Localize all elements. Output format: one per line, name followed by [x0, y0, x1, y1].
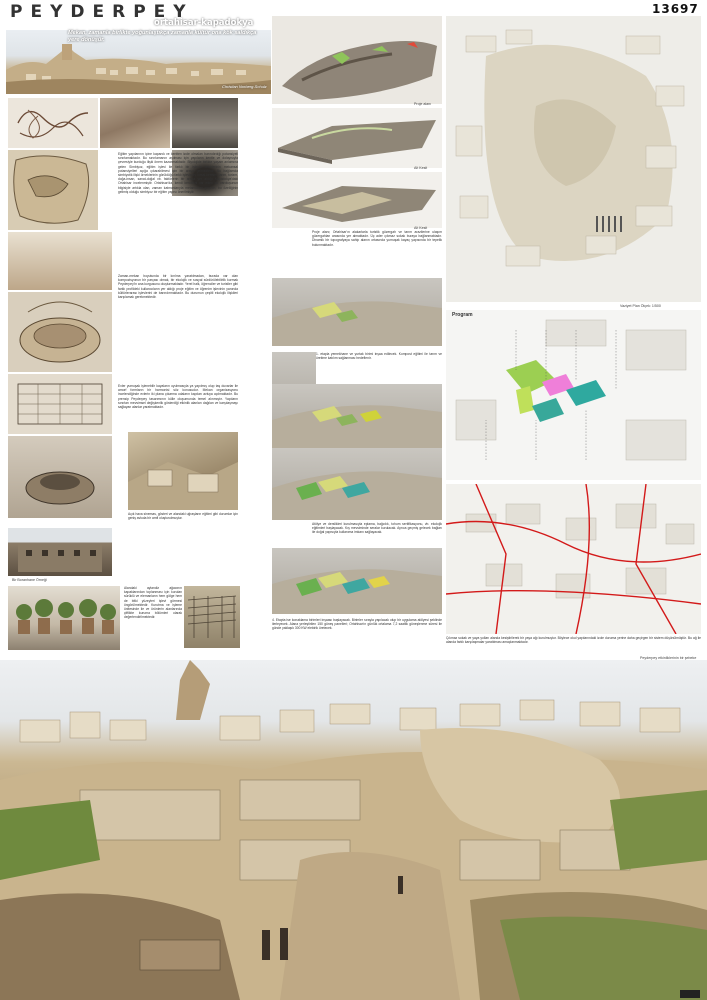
header-banner [6, 2, 271, 94]
sketch-landscape [8, 232, 112, 290]
sketch-knot [8, 98, 98, 148]
circulation-diagram [446, 484, 701, 634]
bottom-logo [680, 990, 700, 998]
model-section-2 [272, 172, 442, 228]
circulation-text: Çıkmaz sokak ve yaya yolları alanda kesiştirilerek bir yaya ağı kurulmuştur. Böylece okul yapılarındaki izole duruma yerine daha geçirgen bir sistem düşünülmüştür. Bu ağ ile alanda farklı karşılaşmalar yaratılması amaçlanmaktadır. [446, 636, 701, 645]
photo-plants [8, 586, 120, 650]
quote-author: Christian Norberg-Schulz [222, 84, 267, 89]
lower-text: Evler yumuşak işlenebilir kayaların oyulmasıyla ya yapılmış olup taş duvarlar ile amorf formların bir harmonisi söz konusudur. Mekan organizasyonu incelendiğinde evlerin iki plana çıkarma odaların kapıları avluya açılmaktadır. Bu prensip Peyderpey tasarımının külle oluşumunda temel alınmıştır. Yapıların sınırları mevsimsel değişkenlik gösterdiği etkinlik alanları dağılan ve karşılaşmayı sağlayan alanlar yaratmaktadır. [118, 384, 238, 410]
caption-drying: Alandaki aylandiz ağacının kapaklarından toplanması için kurulan sürüklü ve elemanların hem gölge hem de bitki yüzeyleri işlevi görmesi öngörülmektedir. Kurutma ve işleme ünitesinde ile ve ürünlerin alanlarında çiftlikte kuruma bölümleri olarak değerlendirilmektedir. [124, 586, 182, 620]
intro-text: Eğitim yapılarının içine kapanık ve kentten izole olmaları barındırdığı potansiyeli sınırlamaktadır. Bu sınırlamanın aşılması için yapıların kentle ve dolayısıyla çevresiyle kurduğu ilişki önem kazanmaktadır. Biyolojide birlikte yaşam anlamına gelen Simbiyoz, eğitim işlevi ile farklı bir işlevin birbirlerinin mekansal potansiyelleri açığa çıkarabilmesi için bir araya gelmektedir. Bu bağlamda simbiyotik ilişki örneklerinin görüldüğü farklı işlevlerin, kırsal-kentsel, tarım, turizm, doğa-insan, sanat-doğal vb. faktörlerin bir arada yer aldığı Kapadokya'daki Ortahisar incelenmiştir. Ortahisar'da, kendi kendisini var eden bu varoluşunun bilgisiyle artıkla olan, zaman katmanlarıyla metamorfoz geçiren, bu özelliğinin gelimiş olduğu simbiyoz bir eğitim yapısı önerilmiştir. [118, 152, 238, 194]
render-caption: Peyderpey etkinliklerinin bir şebeke [640, 656, 697, 660]
sketch-vessel [8, 292, 112, 372]
stage-2-render-main [272, 384, 442, 448]
tagline: Mekan, zamanla birlikte yoğunlaştıkça zamanla kültür ona kök saldıkça yere dönüşür. [68, 30, 257, 43]
sketch-pottery [8, 436, 112, 518]
middle-text: Zaman-mekan boyutunda bir kırılma yaratılmadan, burada var olan kompozisyonun bir parçası olmak, bir ekolojik ve sosyal sürdürülebilirlik kurmak Peyderpey'in ana kurgusunu oluşturmaktadır. Yerel halk, öğrenciler ve turistler gibi farklı profildeki kullanıcıların yer aldığı proje eğitim ve öğrenim işlevinin yanında kültürlerarası işlevlerini de barındırmaktadır. Bu durumun çeşitli ekolojik ilişkileri karşılamak gerekmektedir. [118, 274, 238, 300]
caption-boranhane: Bir Boranhane Örneği [12, 578, 47, 582]
photo-interior [172, 98, 238, 148]
caption-project-area: Proje alanı [414, 102, 432, 106]
stage-1-render [272, 278, 442, 346]
stage-1-text: 1. etapla yemekhane ve yurtak birimi inşaa edilecek. Kompost eğitimi ile tarım ve üretime katılım sağlanması hedeflenir. [316, 352, 442, 361]
stage-4-render [272, 548, 442, 614]
model-aerial [272, 16, 442, 104]
caption-section-2: Alt Kesit [414, 226, 428, 230]
stage-4-text: 4. Etapta ise konaklama birimleri inşaası başlayacak. Birimler sırayla yapılacak olup bir uygulama atölyesi şeklinde ilerleyecek. Alana yerleştirilen 150 güneş panelleri; Ortahisar'ın günlük ortalama 7,2 saatlik güneşlenme süresi ile günde yaklaşık 300 KW elektrik üretecek. [272, 618, 442, 631]
program-diagram [446, 310, 701, 480]
site-plan [446, 16, 701, 302]
render-pergola [184, 586, 240, 648]
stage-3-text: Atölye ve derslikleri kurulmasıyla eplama, bağcılık, tohum sertifikasyonu, vb. ekolojik eğitimleri başlayacak. Kış mevsiminde seralar kurulacak. Ayrıca geçmiş gelecek bağları ile doğal yapısıyla kullanıma imkanı sağlayacak. [312, 522, 442, 535]
entry-number: 13697 [652, 2, 699, 16]
project-text: Proje alanı; Ortahisar'ın alakarlarla turistik güzergah ve tarım arazilerine ulaşım güzergahları arasında yer almaktadır. Üç ader çıkmaz sokak buraya bağlanmaktadır. Dinamik bir topografyaya sahip alanın ortasında yumuşak kayaç yapısında bir tepelik bulunmaktadır. [312, 230, 442, 247]
model-section-1 [272, 108, 442, 168]
caption-section-1: Alt Kesit [414, 166, 428, 170]
sketch-rock [8, 150, 98, 230]
site-plan-caption: Vaziyet Plan Ölçek: 1/500 [620, 304, 661, 308]
main-perspective-render [0, 660, 707, 1000]
page-subtitle: ortahisar-kapadokya [154, 18, 254, 28]
stage-3-render [272, 448, 442, 520]
sketch-tower [8, 374, 112, 434]
render-courtyard [128, 432, 238, 510]
page-title: PEYDERPEY [10, 2, 194, 22]
photo-boranhane [8, 528, 112, 576]
program-label: Program [452, 312, 473, 318]
sketch-strata [100, 98, 170, 148]
bottom-text: Açık hava sinemas, gösteri ve alandaki uğraşların eğitimi gibi durumlar için geniş avluda bir amfi oluşturulmuştur. [128, 512, 238, 521]
